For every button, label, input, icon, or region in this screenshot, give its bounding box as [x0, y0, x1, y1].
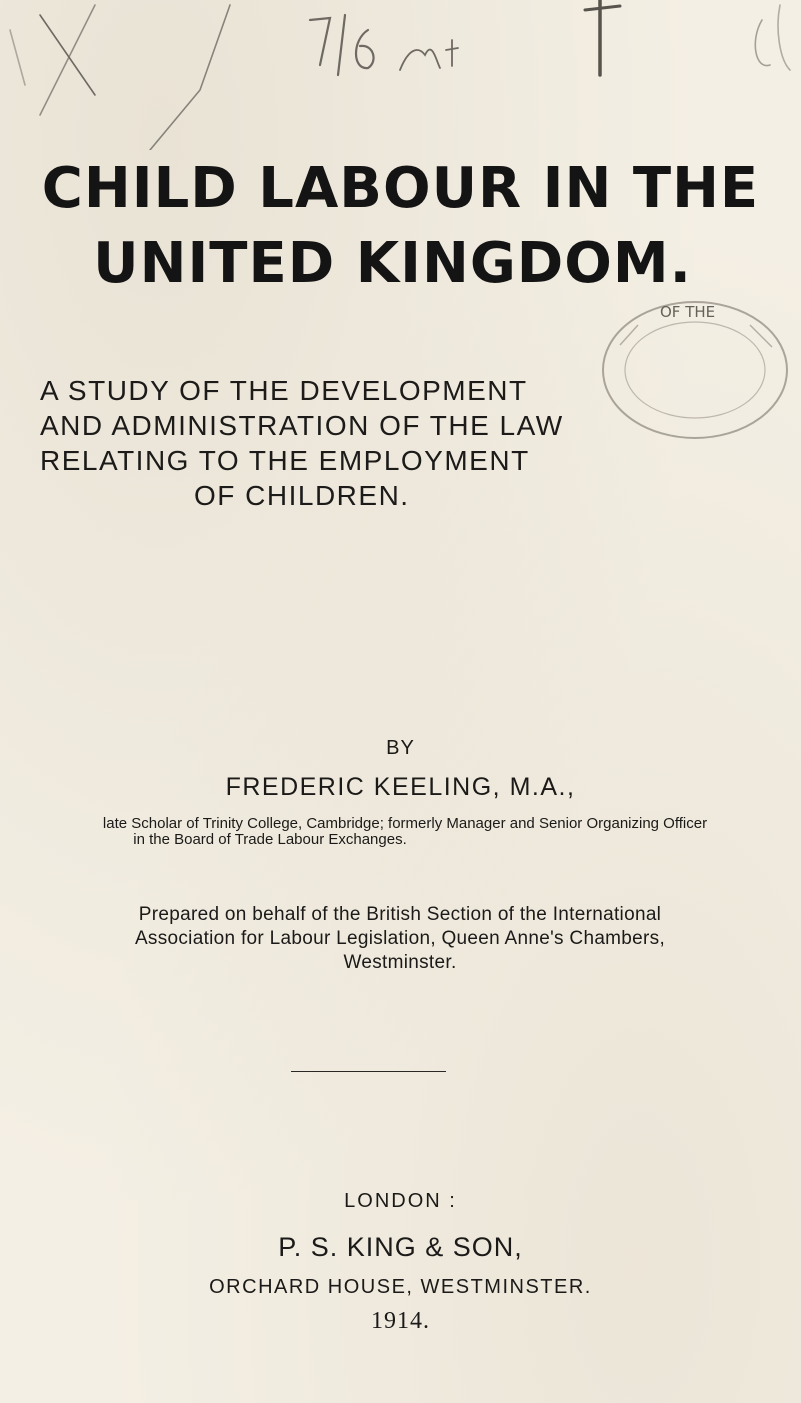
subtitle-line-1: A STUDY OF THE DEVELOPMENT	[40, 375, 528, 406]
divider-rule	[291, 1071, 446, 1072]
by-label: BY	[386, 737, 415, 759]
library-stamp-text: OF THE	[660, 303, 716, 321]
publication-year: 1914.	[371, 1308, 430, 1334]
publisher-place: LONDON :	[344, 1190, 457, 1212]
book-title-line-1: CHILD LABOUR IN THE	[41, 156, 760, 221]
author-name: FREDERIC KEELING, M.A.,	[225, 773, 576, 801]
book-title-line-2: UNITED KINGDOM.	[93, 231, 692, 296]
subtitle-line-2: AND ADMINISTRATION OF THE LAW	[40, 410, 564, 441]
prepared-note-line-2: Association for Labour Legislation, Queen Anne's Chambers,	[134, 928, 666, 949]
publisher-address: ORCHARD HOUSE, WESTMINSTER.	[209, 1276, 592, 1298]
prepared-note-line-3: Westminster.	[343, 952, 457, 973]
pencil-annotation	[0, 0, 801, 150]
subtitle-line-3: RELATING TO THE EMPLOYMENT	[40, 445, 530, 476]
prepared-note-line-1: Prepared on behalf of the British Section of the International	[138, 904, 662, 925]
subtitle-line-4: OF CHILDREN.	[194, 480, 410, 511]
author-credentials-line-1: late Scholar of Trinity College, Cambridge; formerly Manager and Senior Organizing Officer	[102, 815, 708, 832]
publisher-name: P. S. KING & SON,	[278, 1232, 523, 1262]
author-credentials-line-2: in the Board of Trade Labour Exchanges.	[133, 831, 407, 848]
